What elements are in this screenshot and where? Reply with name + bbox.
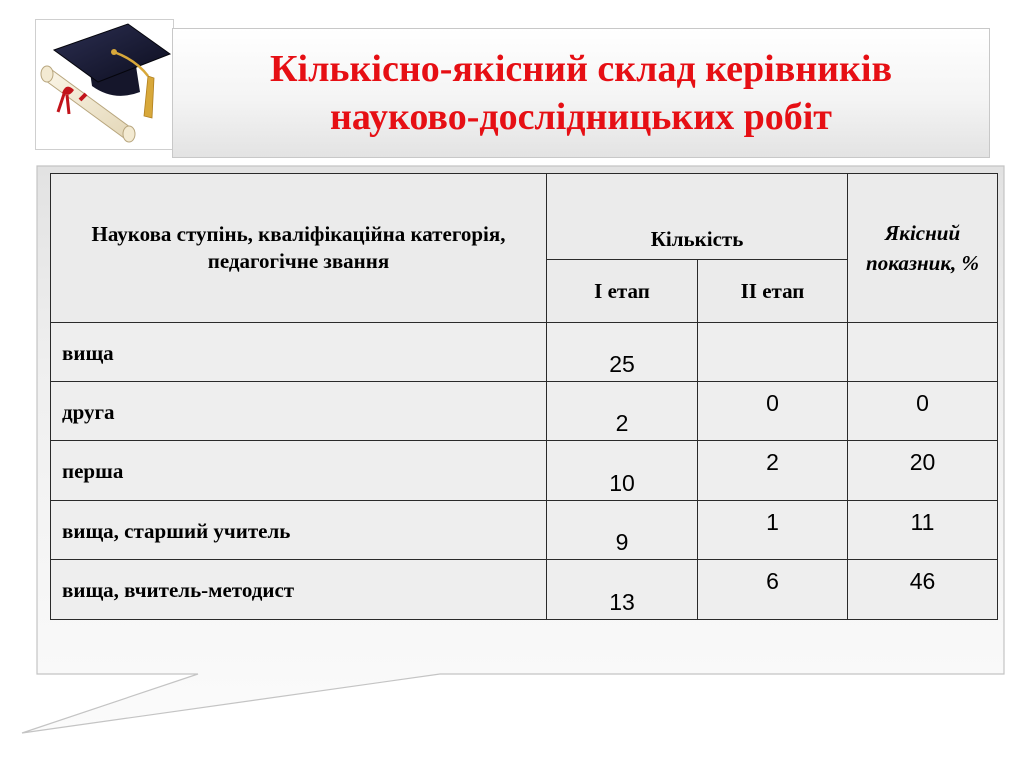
header-stage-1: І етап [547,260,698,323]
table-row [51,441,998,501]
quality-value: 11 [848,501,998,560]
quality-value [848,323,998,382]
table-row [51,560,998,620]
row-label: вища [51,323,547,382]
header-category: Наукова ступінь, кваліфікаційна категорія, педагогічне звання [51,174,547,323]
title-line-2: науково-дослідницьких робіт [330,96,832,138]
header-quality: Якісний показник, % [848,174,998,323]
quality-value: 0 [848,382,998,441]
row-label: перша [51,441,547,501]
header-quantity: Кількість [547,174,848,260]
table-row [51,382,998,441]
table-row [51,323,998,382]
row-label: друга [51,382,547,441]
stage1-value: 9 [547,501,698,560]
row-label: вища, вчитель-методист [51,560,547,620]
quality-value: 46 [848,560,998,620]
stage2-value: 0 [698,382,848,441]
stage2-value: 1 [698,501,848,560]
row-label: вища, старший учитель [51,501,547,560]
stage2-value: 2 [698,441,848,501]
graduation-cap-diploma-icon [36,20,173,149]
title-line-1: Кількісно-якісний склад керівників [269,48,893,90]
stage1-value: 13 [547,560,698,620]
stage2-value: 6 [698,560,848,620]
title-banner [172,28,990,158]
logo [35,19,174,150]
stage1-value: 25 [547,323,698,382]
staff-table [50,173,998,620]
stage2-value [698,323,848,382]
quality-value: 20 [848,441,998,501]
stage1-value: 10 [547,441,698,501]
page-title [270,45,892,141]
table-row [51,501,998,560]
stage1-value: 2 [547,382,698,441]
header-stage-2: ІІ етап [698,260,848,323]
